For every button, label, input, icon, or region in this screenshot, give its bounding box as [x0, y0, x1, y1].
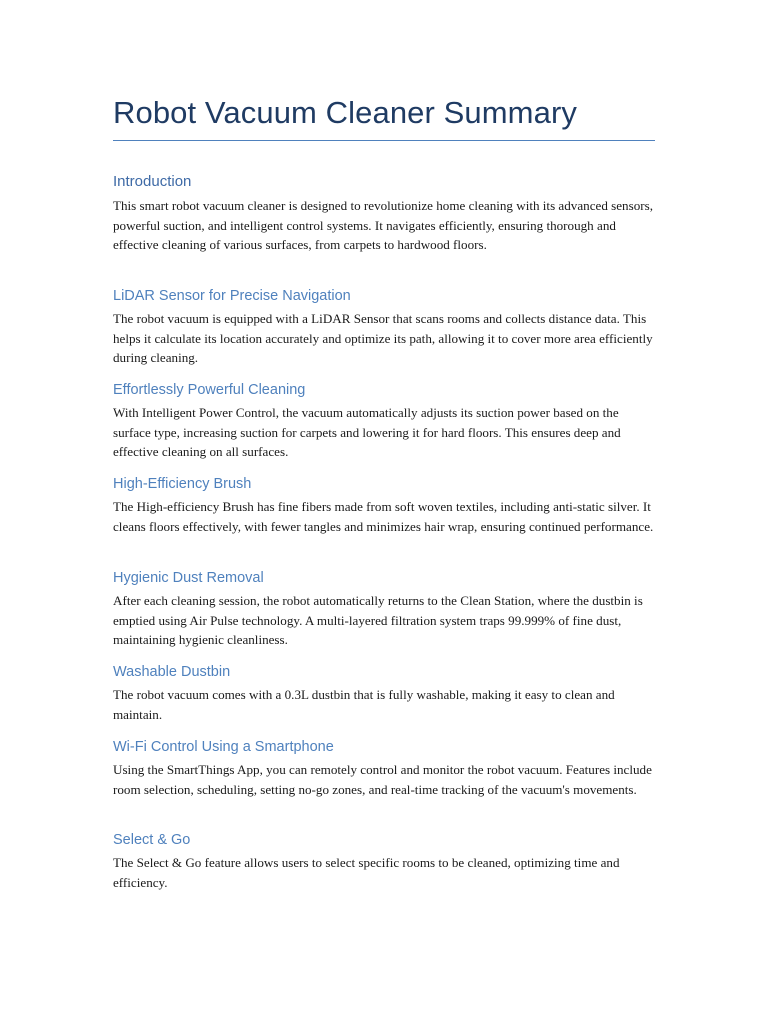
title-divider	[113, 140, 655, 141]
section-washable-dustbin	[113, 662, 655, 724]
section-body: The Select & Go feature allows users to select specific rooms to be cleaned, optimizing time and efficiency.	[113, 855, 620, 890]
section-heading: Wi-Fi Control Using a Smartphone	[113, 739, 334, 755]
section-heading: Effortlessly Powerful Cleaning	[113, 382, 306, 398]
section-body: After each cleaning session, the robot automatically returns to the Clean Station, where the dustbin is emptied using Air Pulse technology. A multi-layered filtration system traps 99.999% of fine dust, maintaining hygienic cleanliness.	[113, 593, 643, 648]
section-body: The robot vacuum comes with a 0.3L dustbin that is fully washable, making it easy to clean and maintain.	[113, 687, 615, 722]
section-body: The High-efficiency Brush has fine fibers made from soft woven textiles, including anti-static silver. It cleans floors effectively, with fewer tangles and minimizes hair wrap, ensuring continued performance.	[113, 499, 654, 534]
section-powerful-cleaning	[113, 380, 655, 462]
document-title: Robot Vacuum Cleaner Summary	[113, 95, 577, 130]
section-heading: Select & Go	[113, 832, 191, 848]
section-heading: Washable Dustbin	[113, 664, 231, 680]
section-body: The robot vacuum is equipped with a LiDAR Sensor that scans rooms and collects distance data. This helps it calculate its location accurately and optimize its path, allowing it to cover more area efficiently during cleaning.	[113, 311, 653, 366]
section-heading: High-Efficiency Brush	[113, 476, 252, 492]
section-heading: LiDAR Sensor for Precise Navigation	[113, 288, 351, 304]
section-body: Using the SmartThings App, you can remotely control and monitor the robot vacuum. Features include room selection, scheduling, setting no-go zones, and real-time tracking of the vacuum's movements.	[113, 762, 652, 797]
document-page	[113, 94, 655, 890]
section-wifi-control	[113, 737, 655, 799]
section-select-and-go	[113, 830, 655, 892]
section-heading: Introduction	[113, 173, 192, 190]
section-high-efficiency-brush	[113, 474, 655, 536]
section-body: This smart robot vacuum cleaner is designed to revolutionize home cleaning with its advanced sensors, powerful suction, and intelligent control systems. It navigates efficiently, ensuring thorough and effective cleaning of various surfaces, from carpets to hardwood floors.	[113, 198, 653, 253]
section-heading: Hygienic Dust Removal	[113, 570, 264, 586]
section-lidar-sensor	[113, 286, 655, 368]
section-hygienic-dust-removal	[113, 568, 655, 650]
section-introduction	[113, 172, 655, 255]
section-body: With Intelligent Power Control, the vacuum automatically adjusts its suction power based on the surface type, increasing suction for carpets and lowering it for hard floors. This ensures deep and effective cleaning on all surfaces.	[113, 405, 621, 460]
